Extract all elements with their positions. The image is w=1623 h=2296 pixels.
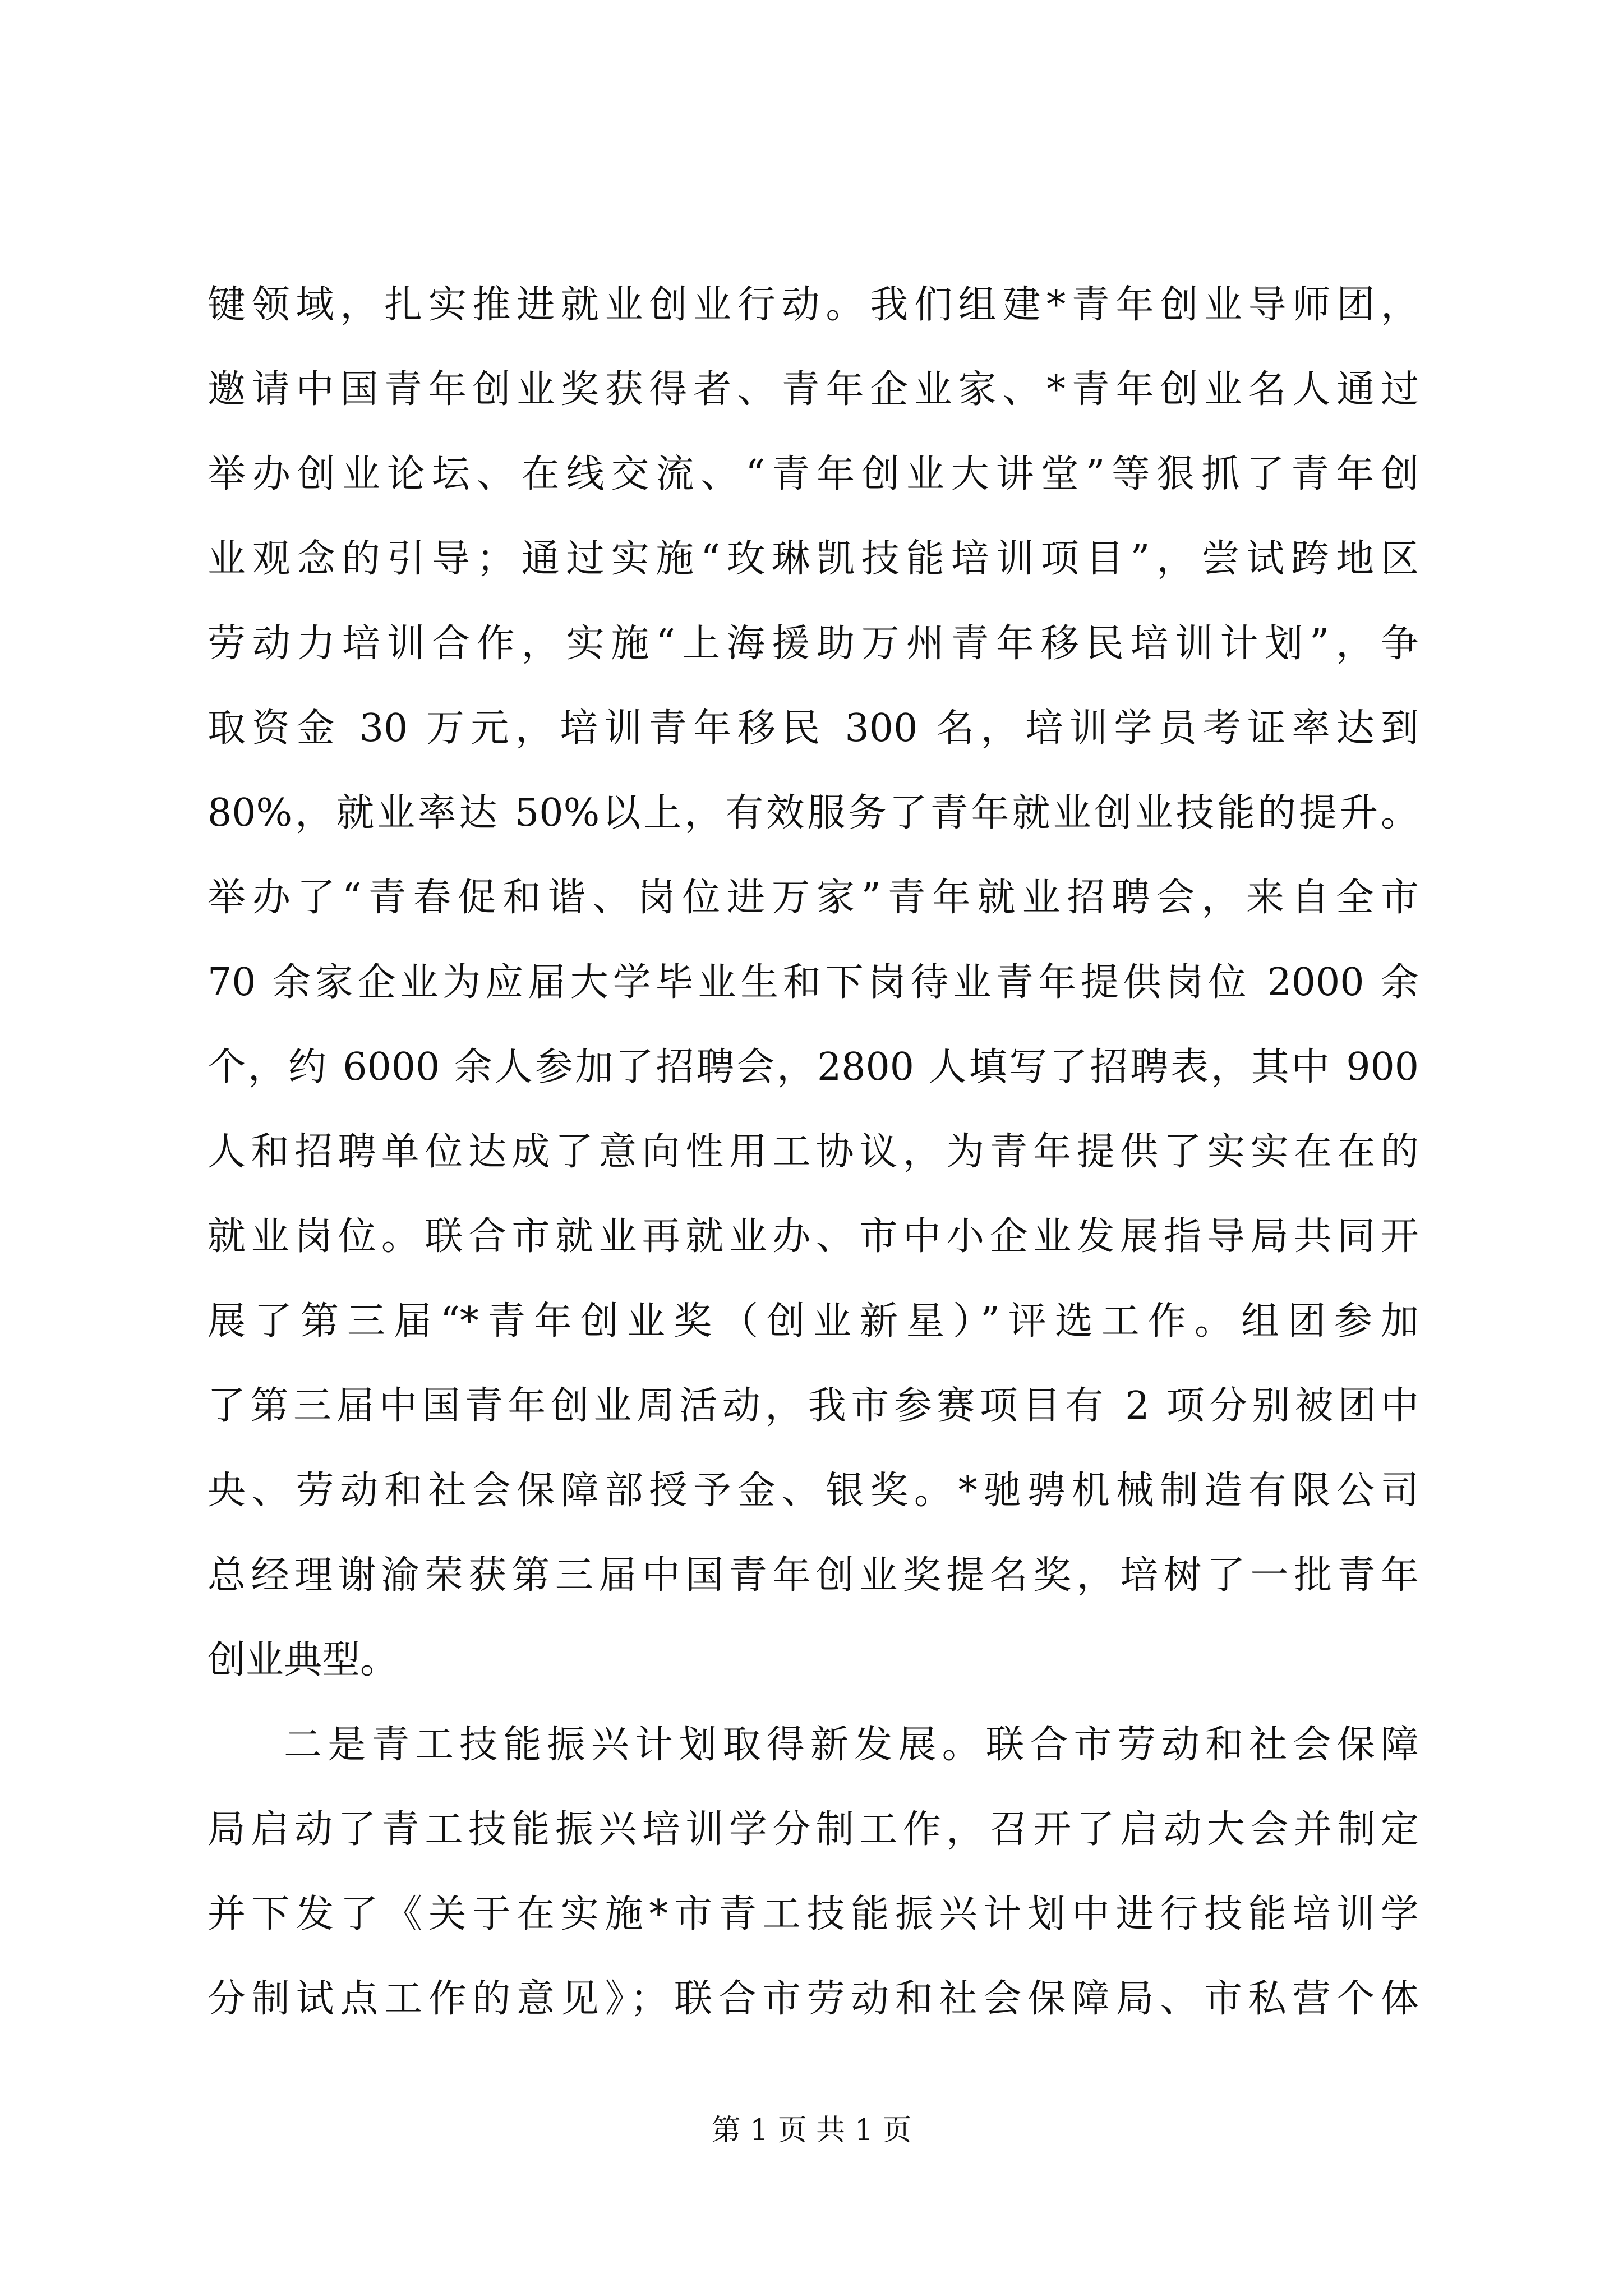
text-line: 个，约 6000 余人参加了招聘会，2800 人填写了招聘表，其中 900	[208, 1045, 1419, 1089]
text-line: 取资金 30 万元，培训青年移民 300 名，培训学员考证率达到	[208, 706, 1419, 751]
text-line: 人和招聘单位达成了意向性用工协议，为青年提供了实实在在的	[208, 1130, 1419, 1174]
text-line: 70 余家企业为应届大学毕业生和下岗待业青年提供岗位 2000 余	[208, 960, 1419, 1005]
text-line: 键领域，扎实推进就业创业行动。我们组建*青年创业导师团，	[208, 283, 1419, 327]
paragraph-2	[208, 1703, 1419, 2041]
paragraph-1	[208, 263, 1419, 1703]
text-line: 举办了“青春促和谐、岗位进万家”青年就业招聘会，来自全市	[208, 876, 1419, 920]
text-line: 创业典型。	[208, 1638, 399, 1682]
text-line: 劳动力培训合作，实施“上海援助万州青年移民培训计划”，争	[208, 622, 1419, 666]
text-line: 分制试点工作的意见》；联合市劳动和社会保障局、市私营个体	[208, 1977, 1419, 2021]
page-footer: 第 1 页 共 1 页	[711, 2114, 912, 2147]
text-line: 邀请中国青年创业奖获得者、青年企业家、*青年创业名人通过	[208, 367, 1419, 412]
text-line: 举办创业论坛、在线交流、“青年创业大讲堂”等狠抓了青年创	[208, 452, 1419, 496]
text-line: 并下发了《关于在实施*市青工技能振兴计划中进行技能培训学	[208, 1892, 1419, 1936]
text-line: 80%，就业率达 50%以上，有效服务了青年就业创业技能的提升。	[208, 791, 1419, 835]
text-line: 总经理谢渝荣获第三届中国青年创业奖提名奖，培树了一批青年	[208, 1553, 1419, 1598]
text-line: 了第三届中国青年创业周活动，我市参赛项目有 2 项分别被团中	[208, 1384, 1419, 1428]
text-line: 就业岗位。联合市就业再就业办、市中小企业发展指导局共同开	[208, 1214, 1419, 1259]
text-line: 展了第三届“*青年创业奖（创业新星）”评选工作。组团参加	[208, 1299, 1419, 1343]
document-body	[208, 263, 1419, 2041]
text-line: 业观念的引导；通过实施“玫琳凯技能培训项目”，尝试跨地区	[208, 537, 1419, 581]
text-line: 局启动了青工技能振兴培训学分制工作，召开了启动大会并制定	[208, 1807, 1419, 1852]
text-line: 央、劳动和社会保障部授予金、银奖。*驰骋机械制造有限公司	[208, 1469, 1419, 1513]
text-line: 二是青工技能振兴计划取得新发展。联合市劳动和社会保障	[284, 1723, 1419, 1767]
